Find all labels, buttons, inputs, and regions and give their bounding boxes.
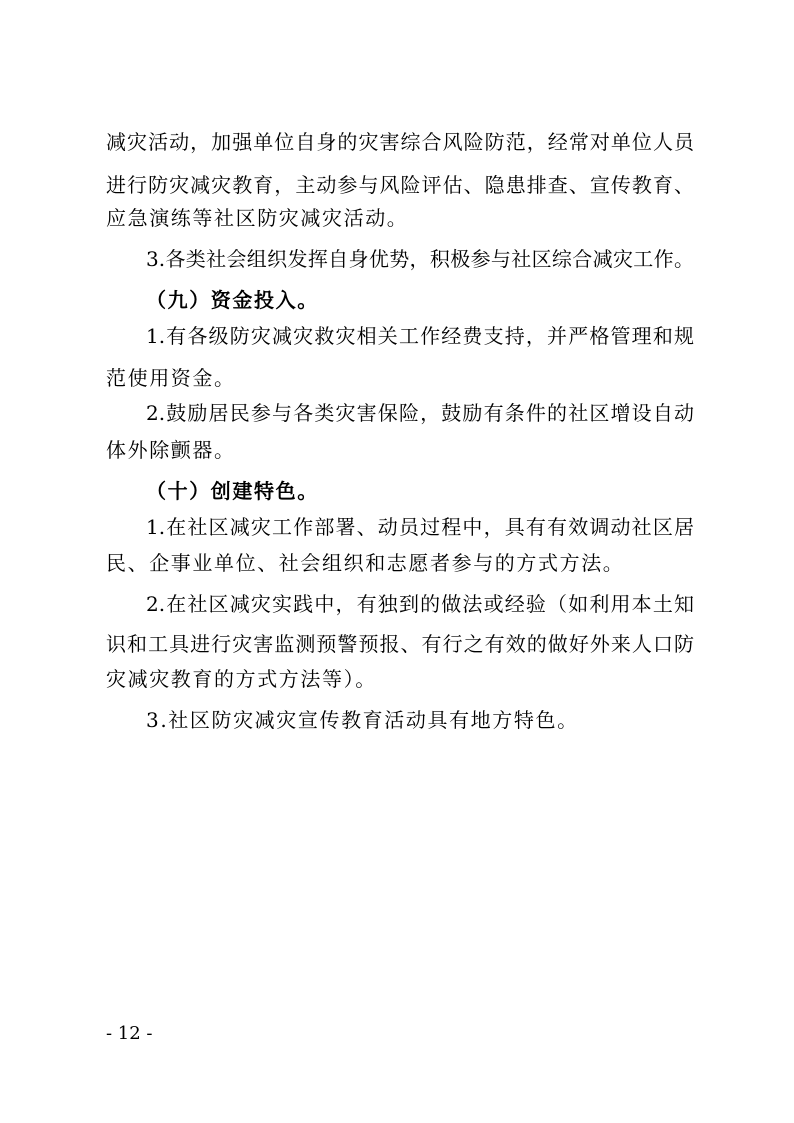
paragraph-line: 3.社区防灾减灾宣传教育活动具有地方特色。 (146, 708, 579, 732)
paragraph-line: 2.在社区减灾实践中，有独到的做法或经验（如利用本土知 (146, 592, 694, 616)
paragraph-line: 1.在社区减灾工作部署、动员过程中，具有有效调动社区居 (146, 515, 694, 539)
paragraph-line: 1.有各级防灾减灾救灾相关工作经费支持，并严格管理和规 (146, 324, 694, 348)
paragraph-line: 体外除颤器。 (106, 438, 236, 462)
paragraph-line: 民、企事业单位、社会组织和志愿者参与的方式方法。 (106, 551, 625, 575)
paragraph-line: 范使用资金。 (106, 366, 236, 390)
paragraph-line: 减灾活动，加强单位自身的灾害综合风险防范，经常对单位人员 (106, 130, 694, 154)
section-heading: （九）资金投入。 (146, 288, 319, 312)
paragraph-line: 3.各类社会组织发挥自身优势，积极参与社区综合减灾工作。 (146, 247, 694, 271)
section-heading: （十）创建特色。 (146, 479, 319, 503)
paragraph-line: 进行防灾减灾教育，主动参与风险评估、隐患排查、宣传教育、 (106, 173, 694, 197)
paragraph-line: 识和工具进行灾害监测预警预报、有行之有效的做好外来人口防 (106, 632, 694, 656)
paragraph-line: 灾减灾教育的方式方法等）。 (106, 667, 377, 691)
paragraph-line: 应急演练等社区防灾减灾活动。 (106, 206, 409, 230)
paragraph-line: 2.鼓励居民参与各类灾害保险，鼓励有条件的社区增设自动 (146, 401, 694, 425)
page-number: - 12 - (106, 1023, 153, 1044)
